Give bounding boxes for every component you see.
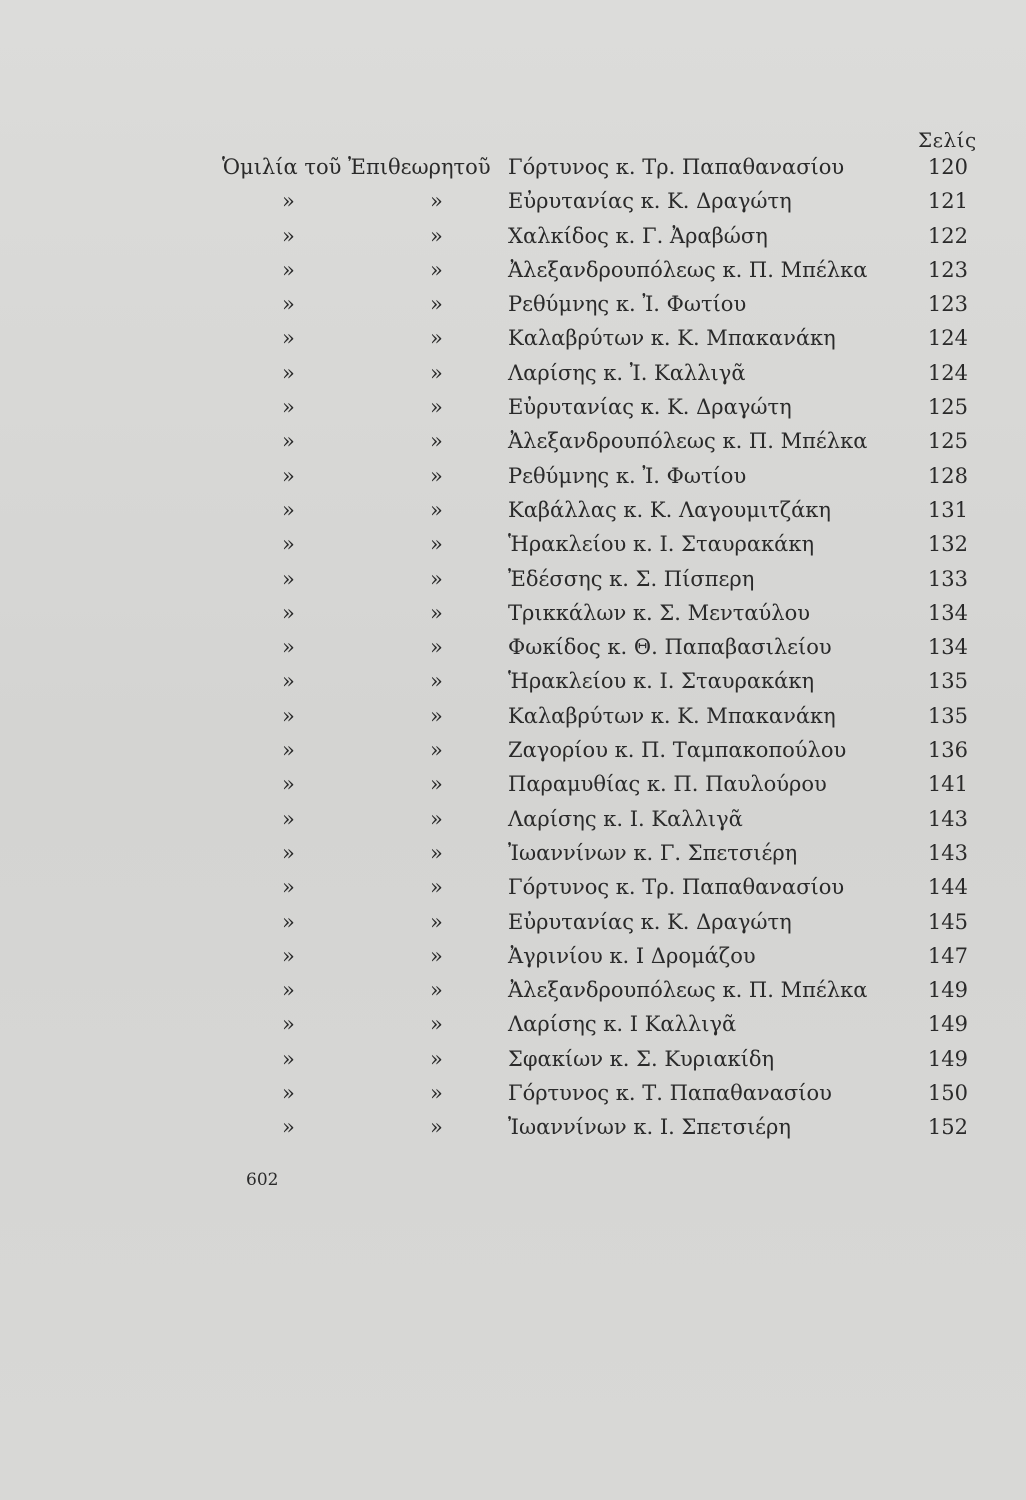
- ditto-mark: »: [430, 189, 443, 214]
- toc-entry: [0, 287, 1026, 321]
- toc-entry: [0, 390, 1026, 424]
- entry-title: Καλαβρύτων κ. Κ. Μπακανάκη: [508, 326, 836, 351]
- entry-title: Λαρίσης κ. Ἰ. Καλλιγᾶ: [508, 360, 746, 385]
- toc-entry: [0, 493, 1026, 527]
- ditto-mark: »: [430, 978, 443, 1003]
- ditto-mark: »: [282, 497, 295, 522]
- ditto-mark: »: [282, 429, 295, 454]
- entry-title: Σφακίων κ. Σ. Κυριακίδη: [508, 1046, 775, 1071]
- entry-page-number: 134: [927, 635, 968, 660]
- ditto-mark: »: [282, 840, 295, 865]
- entry-page-number: 133: [927, 566, 968, 591]
- toc-entry: [0, 870, 1026, 904]
- ditto-mark: »: [282, 1012, 295, 1037]
- entry-title: Εὐρυτανίας κ. Κ. Δραγώτη: [508, 189, 792, 214]
- ditto-mark: »: [430, 909, 443, 934]
- ditto-mark: »: [282, 943, 295, 968]
- page-column-header: Σελίς: [918, 128, 977, 152]
- entry-page-number: 150: [927, 1081, 968, 1106]
- ditto-mark: »: [282, 738, 295, 763]
- ditto-mark: »: [282, 669, 295, 694]
- entry-title: Λαρίσης κ. Ι. Καλλιγᾶ: [508, 806, 743, 831]
- entry-page-number: 144: [927, 875, 968, 900]
- ditto-mark: »: [430, 875, 443, 900]
- toc-entry: [0, 356, 1026, 390]
- ditto-mark: »: [282, 1081, 295, 1106]
- ditto-mark: »: [430, 1081, 443, 1106]
- ditto-mark: »: [282, 978, 295, 1003]
- toc-entry: [0, 253, 1026, 287]
- toc-entry: [0, 664, 1026, 698]
- toc-entry: [0, 733, 1026, 767]
- toc-entry: [0, 939, 1026, 973]
- ditto-mark: »: [282, 292, 295, 317]
- ditto-mark: »: [430, 497, 443, 522]
- toc-entry: [0, 596, 1026, 630]
- entry-title: Γόρτυνος κ. Τρ. Παπαθανασίου: [508, 155, 845, 179]
- entry-page-number: 123: [927, 292, 968, 317]
- ditto-mark: »: [430, 1046, 443, 1071]
- toc-entry: [0, 321, 1026, 355]
- entry-title: Ρεθύμνης κ. Ἰ. Φωτίου: [508, 292, 747, 317]
- entry-page-number: 143: [927, 806, 968, 831]
- ditto-mark: »: [282, 600, 295, 625]
- entry-title: Τρικκάλων κ. Σ. Μενταύλου: [508, 600, 810, 625]
- toc-entry: [0, 630, 1026, 664]
- entry-page-number: 149: [927, 1012, 968, 1037]
- entry-page-number: 131: [927, 497, 968, 522]
- ditto-mark: »: [282, 189, 295, 214]
- entry-title: Γόρτυνος κ. Τ. Παπαθανασίου: [508, 1081, 832, 1106]
- ditto-mark: »: [430, 1115, 443, 1140]
- entry-page-number: 120: [927, 155, 968, 179]
- ditto-mark: »: [430, 257, 443, 282]
- entry-page-number: 128: [927, 463, 968, 488]
- entry-title: Ἰωαννίνων κ. Ι. Σπετσιέρη: [508, 1115, 791, 1140]
- ditto-mark: »: [282, 875, 295, 900]
- toc-entry: [0, 1007, 1026, 1041]
- entry-page-number: 141: [927, 772, 968, 797]
- ditto-mark: »: [282, 463, 295, 488]
- toc-entry: [0, 699, 1026, 733]
- toc-entry: [0, 459, 1026, 493]
- ditto-mark: »: [430, 635, 443, 660]
- entry-title: Ἀλεξανδρουπόλεως κ. Π. Μπέλκα: [508, 257, 868, 282]
- entry-page-number: 123: [927, 257, 968, 282]
- ditto-mark: »: [430, 806, 443, 831]
- ditto-mark: »: [282, 635, 295, 660]
- toc-entry: [0, 527, 1026, 561]
- ditto-mark: »: [430, 223, 443, 248]
- entry-page-number: 152: [927, 1115, 968, 1140]
- ditto-mark: »: [430, 566, 443, 591]
- toc-entry: [0, 905, 1026, 939]
- entry-page-number: 132: [927, 532, 968, 557]
- ditto-mark: »: [430, 600, 443, 625]
- entry-title: Φωκίδος κ. Θ. Παπαβασιλείου: [508, 635, 832, 660]
- ditto-mark: »: [282, 257, 295, 282]
- entry-title: Καβάλλας κ. Κ. Λαγουμιτζάκη: [508, 497, 832, 522]
- ditto-mark: »: [430, 292, 443, 317]
- entry-page-number: 125: [927, 395, 968, 420]
- toc-entry: [0, 150, 1026, 184]
- table-of-contents: [0, 150, 1026, 1145]
- entry-page-number: 135: [927, 669, 968, 694]
- entry-lead: Ὁμιλία τοῦ Ἐπιθεωρητοῦ: [222, 155, 491, 179]
- entry-title: Ἀλεξανδρουπόλεως κ. Π. Μπέλκα: [508, 978, 868, 1003]
- toc-entry: [0, 802, 1026, 836]
- entry-page-number: 149: [927, 978, 968, 1003]
- ditto-mark: »: [282, 360, 295, 385]
- ditto-mark: »: [430, 429, 443, 454]
- toc-entry: [0, 562, 1026, 596]
- ditto-mark: »: [430, 738, 443, 763]
- entry-title: Λαρίσης κ. Ι Καλλιγᾶ: [508, 1012, 737, 1037]
- entry-title: Παραμυθίας κ. Π. Παυλούρου: [508, 772, 827, 797]
- entry-page-number: 147: [927, 943, 968, 968]
- entry-page-number: 134: [927, 600, 968, 625]
- entry-page-number: 122: [927, 223, 968, 248]
- ditto-mark: »: [282, 909, 295, 934]
- ditto-mark: »: [282, 532, 295, 557]
- entry-page-number: 124: [927, 326, 968, 351]
- ditto-mark: »: [282, 223, 295, 248]
- ditto-mark: »: [282, 1115, 295, 1140]
- ditto-mark: »: [282, 806, 295, 831]
- toc-entry: [0, 1076, 1026, 1110]
- ditto-mark: »: [282, 566, 295, 591]
- entry-page-number: 143: [927, 840, 968, 865]
- toc-entry: [0, 184, 1026, 218]
- entry-page-number: 145: [927, 909, 968, 934]
- page-number: 602: [246, 1170, 279, 1190]
- ditto-mark: »: [430, 1012, 443, 1037]
- ditto-mark: »: [282, 1046, 295, 1071]
- entry-title: Ἀλεξανδρουπόλεως κ. Π. Μπέλκα: [508, 429, 868, 454]
- ditto-mark: »: [430, 703, 443, 728]
- entry-title: Ἡρακλείου κ. Ι. Σταυρακάκη: [508, 669, 815, 694]
- entry-title: Ζαγορίου κ. Π. Ταμπακοπούλου: [508, 738, 847, 763]
- entry-title: Ἐδέσσης κ. Σ. Πίσπερη: [508, 566, 755, 591]
- toc-entry: [0, 219, 1026, 253]
- entry-title: Ρεθύμνης κ. Ἰ. Φωτίου: [508, 463, 747, 488]
- entry-title: Καλαβρύτων κ. Κ. Μπακανάκη: [508, 703, 836, 728]
- ditto-mark: »: [430, 669, 443, 694]
- entry-title: Ἰωαννίνων κ. Γ. Σπετσιέρη: [508, 840, 798, 865]
- entry-title: Χαλκίδος κ. Γ. Ἀραβώση: [508, 223, 768, 248]
- entry-page-number: 125: [927, 429, 968, 454]
- ditto-mark: »: [430, 463, 443, 488]
- ditto-mark: »: [430, 532, 443, 557]
- entry-page-number: 136: [927, 738, 968, 763]
- ditto-mark: »: [282, 703, 295, 728]
- toc-entry: [0, 424, 1026, 458]
- ditto-mark: »: [430, 943, 443, 968]
- entry-page-number: 124: [927, 360, 968, 385]
- entry-title: Ἀγρινίου κ. Ι Δρομάζου: [508, 943, 756, 968]
- ditto-mark: »: [282, 326, 295, 351]
- ditto-mark: »: [282, 395, 295, 420]
- entry-title: Εὐρυτανίας κ. Κ. Δραγώτη: [508, 395, 792, 420]
- ditto-mark: »: [282, 772, 295, 797]
- ditto-mark: »: [430, 772, 443, 797]
- ditto-mark: »: [430, 395, 443, 420]
- entry-page-number: 149: [927, 1046, 968, 1071]
- ditto-mark: »: [430, 326, 443, 351]
- entry-title: Ἡρακλείου κ. Ι. Σταυρακάκη: [508, 532, 815, 557]
- toc-entry: [0, 767, 1026, 801]
- toc-entry: [0, 1110, 1026, 1144]
- toc-entry: [0, 1042, 1026, 1076]
- entry-page-number: 135: [927, 703, 968, 728]
- entry-title: Γόρτυνος κ. Τρ. Παπαθανασίου: [508, 875, 845, 900]
- ditto-mark: »: [430, 840, 443, 865]
- ditto-mark: »: [430, 360, 443, 385]
- entry-title: Εὐρυτανίας κ. Κ. Δραγώτη: [508, 909, 792, 934]
- toc-entry: [0, 973, 1026, 1007]
- entry-page-number: 121: [927, 189, 968, 214]
- toc-entry: [0, 836, 1026, 870]
